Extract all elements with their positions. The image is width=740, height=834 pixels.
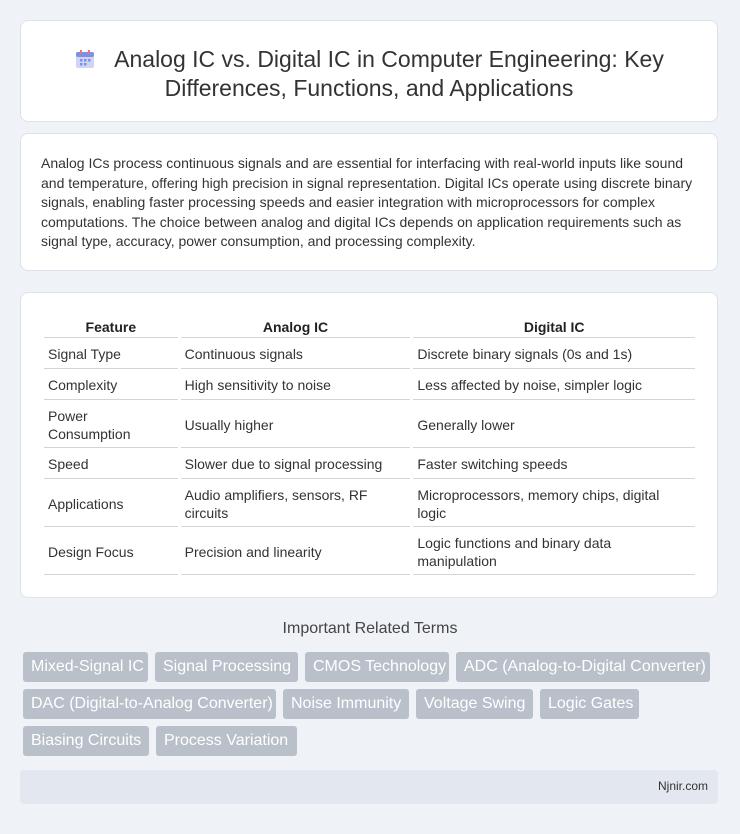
table-row <box>44 450 695 479</box>
tag-biasing-circuits[interactable]: Biasing Circuits <box>23 726 149 756</box>
footer-site[interactable]: Njnir.com <box>657 779 708 793</box>
tag-logic-gates[interactable]: Logic Gates <box>540 689 639 719</box>
cell-analog: Precision and linearity <box>181 529 411 575</box>
tag-voltage-swing[interactable]: Voltage Swing <box>416 689 533 719</box>
cell-analog: Continuous signals <box>181 340 411 369</box>
page-title-wrap <box>21 45 717 103</box>
tag-process-variation[interactable]: Process Variation <box>156 726 297 756</box>
cell-feature: Power Consumption <box>44 402 178 448</box>
cell-analog: Audio amplifiers, sensors, RF circuits <box>181 481 411 527</box>
cell-digital: Discrete binary signals (0s and 1s) <box>413 340 695 369</box>
cell-analog: High sensitivity to noise <box>181 371 411 400</box>
header-feature: Feature <box>44 315 178 338</box>
table-row <box>44 481 695 527</box>
cell-feature: Design Focus <box>44 529 178 575</box>
table-row <box>44 340 695 369</box>
cell-digital: Less affected by noise, simpler logic <box>413 371 695 400</box>
tag-cmos-technology[interactable]: CMOS Technology <box>305 652 449 682</box>
cell-digital: Microprocessors, memory chips, digital logic <box>413 481 695 527</box>
tag-signal-processing[interactable]: Signal Processing <box>155 652 298 682</box>
table-row <box>44 529 695 575</box>
comparison-card <box>20 292 718 598</box>
tag-mixed-signal-ic[interactable]: Mixed-Signal IC <box>23 652 148 682</box>
comparison-table <box>41 313 698 577</box>
cell-analog: Usually higher <box>181 402 411 448</box>
cell-feature: Speed <box>44 450 178 479</box>
tag-adc[interactable]: ADC (Analog-to-Digital Converter) <box>456 652 710 682</box>
cell-feature: Signal Type <box>44 340 178 369</box>
intro-card <box>20 133 718 271</box>
title-card <box>20 20 718 122</box>
cell-feature: Applications <box>44 481 178 527</box>
cell-analog: Slower due to signal processing <box>181 450 411 479</box>
header-analog: Analog IC <box>181 315 411 338</box>
tag-dac[interactable]: DAC (Digital-to-Analog Converter) <box>23 689 276 719</box>
cell-digital: Logic functions and binary data manipulation <box>413 529 695 575</box>
header-digital: Digital IC <box>413 315 695 338</box>
table-row <box>44 402 695 448</box>
table-row <box>44 371 695 400</box>
cell-feature: Complexity <box>44 371 178 400</box>
intro-paragraph: Analog ICs process continuous signals and are essential for interfacing with real-world inputs like sound and temperature, offering high precision in signal representation. Digital ICs operate using discrete binary signals, enabling faster processing speeds and easier integration with microprocessors for complex computations. The choice between analog and digital ICs depends on application requirements such as signal type, accuracy, power consumption, and processing complexity. <box>41 155 693 250</box>
cell-digital: Generally lower <box>413 402 695 448</box>
page-title: Analog IC vs. Digital IC in Computer Engineering: Key Differences, Functions, and Applications <box>114 46 664 101</box>
related-terms-title: Important Related Terms <box>282 620 458 637</box>
calendar-icon <box>74 48 96 70</box>
cell-digital: Faster switching speeds <box>413 450 695 479</box>
tag-noise-immunity[interactable]: Noise Immunity <box>283 689 409 719</box>
footer <box>20 770 718 804</box>
table-header-row <box>44 315 695 338</box>
